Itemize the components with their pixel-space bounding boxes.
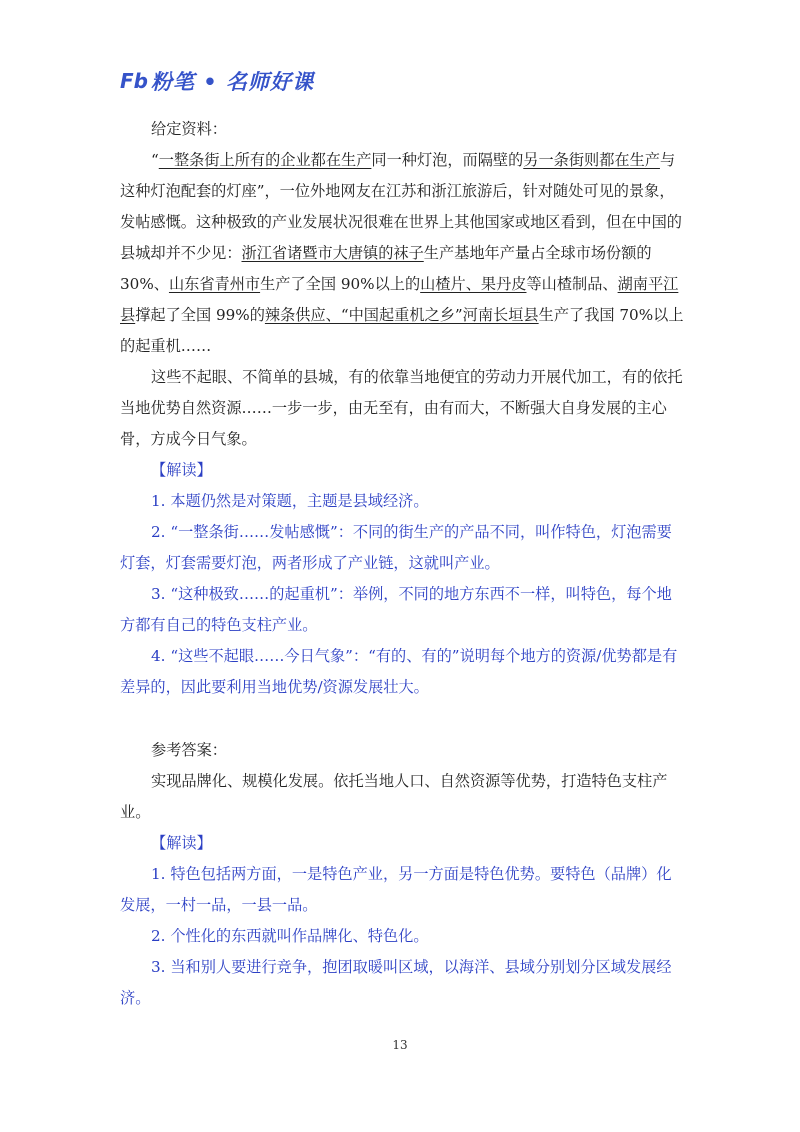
- fenbi-logo-icon: Fb: [120, 69, 148, 93]
- text-run: 撑起了全国 99%的: [135, 306, 265, 324]
- brand-logo-text: 粉笔 • 名师好课: [150, 70, 315, 94]
- underlined-text: 山东省青州市: [168, 275, 261, 293]
- analysis-item: 4. “这些不起眼……今日气象”：“有的、有的”说明每个地方的资源/优势都是有差异的，因此要利用当地优势/资源发展壮大。: [120, 647, 678, 696]
- text-run: 生产了我国 70%以上的起重机……: [120, 306, 684, 355]
- material-paragraph-1: [120, 145, 685, 362]
- underlined-text: 辣条供应、“中国起重机之乡”河南长垣县: [264, 306, 539, 324]
- page-number: 13: [392, 1038, 408, 1052]
- material-label: 给定资料：: [151, 120, 227, 138]
- analysis-heading: 【解读】: [151, 834, 212, 852]
- analysis-item: 2. 个性化的东西就叫作品牌化、特色化。: [151, 927, 429, 945]
- text-run: 等山楂制品、: [526, 275, 618, 293]
- text-run: “: [151, 151, 159, 169]
- material-paragraph-2: 这些不起眼、不简单的县城，有的依靠当地便宜的劳动力开展代加工，有的依托当地优势自然资源……一步一步，由无至有，由有而大，不断强大自身发展的主心骨，方成今日气象。: [120, 368, 683, 448]
- analysis-item: 1. 特色包括两方面，一是特色产业，另一方面是特色优势。要特色（品牌）化发展，一村一品，一县一品。: [120, 865, 672, 914]
- underlined-text: 一整条街上所有的企业都在生产: [158, 151, 372, 169]
- document-body: [120, 114, 685, 1014]
- underlined-text: 山楂片、果丹皮: [420, 275, 527, 293]
- text-run: 生产基地年产量占全球市场份额的 30%、: [120, 244, 652, 293]
- analysis-heading: 【解读】: [151, 461, 212, 479]
- text-run: 同一种灯泡，而隔壁的: [371, 151, 524, 169]
- underlined-text: 湖南平江县: [120, 275, 679, 324]
- answer-text: 实现品牌化、规模化发展。依托当地人口、自然资源等优势，打造特色支柱产业。: [120, 772, 668, 821]
- answer-label: 参考答案：: [151, 741, 227, 759]
- analysis-item: 1. 本题仍然是对策题，主题是县域经济。: [151, 492, 429, 510]
- section-spacer: [120, 703, 685, 735]
- text-run: 生产了全国 90%以上的: [260, 275, 421, 293]
- analysis-item: 3. “这种极致……的起重机”：举例，不同的地方东西不一样，叫特色，每个地方都有自己的特色支柱产业。: [120, 585, 672, 634]
- underlined-text: 另一条街则都在生产: [523, 151, 660, 169]
- text-run: 与这种灯泡配套的灯座”，一位外地网友在江苏和浙江旅游后，针对随处可见的景象，发帖感慨。这种极致的产业发展状况很难在世界上其他国家或地区看到，但在中国的县城却并不少见：: [120, 151, 682, 262]
- underlined-text: 浙江省诸暨市大唐镇的袜子: [241, 244, 424, 262]
- brand-logo: [120, 66, 314, 96]
- analysis-item: 3. 当和别人要进行竞争，抱团取暖叫区域，以海洋、县域分别划分区域发展经济。: [120, 958, 672, 1007]
- analysis-item: 2. “一整条街……发帖感慨”：不同的街生产的产品不同，叫作特色，灯泡需要灯套，灯套需要灯泡，两者形成了产业链，这就叫产业。: [120, 523, 672, 572]
